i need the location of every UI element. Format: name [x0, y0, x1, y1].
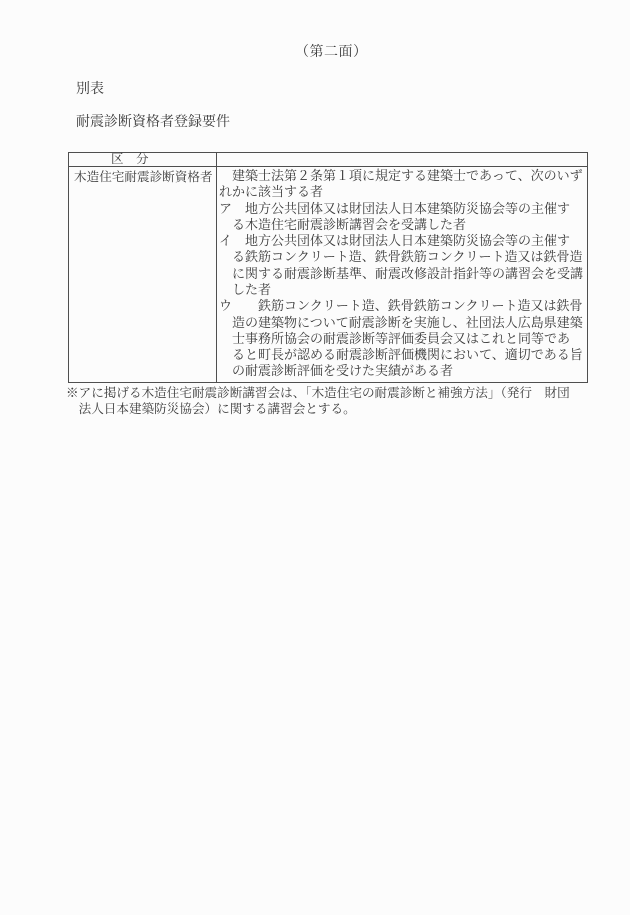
- table-row: [69, 167, 587, 382]
- text-line: の耐震診断評価を受けた実績がある者: [219, 363, 454, 379]
- registration-requirements-table: [68, 152, 588, 383]
- text-line: れかに該当する者: [219, 184, 324, 200]
- text-line: る木造住宅耐震診断講習会を受講した者: [219, 216, 467, 232]
- page-face-label: （第二面）: [295, 45, 368, 60]
- column-header-requirements: [217, 153, 587, 166]
- text-line: ウ 鉄筋コンクリート造、鉄骨鉄筋コンクリート造又は鉄骨: [219, 298, 583, 314]
- text-line: 造の建築物について耐震診断を実施し、社団法人広島県建築: [219, 314, 583, 330]
- text-line: ると町長が認める耐震診断評価機関において、適切である旨: [219, 347, 583, 363]
- text-line: 法人日本建築防災協会）に関する講習会とする。: [66, 401, 356, 416]
- requirements-cell: [217, 167, 587, 382]
- text-line: した者: [219, 281, 272, 297]
- text-line: イ 地方公共団体又は財団法人日本建築防災協会等の主催す: [219, 233, 571, 249]
- text-line: ※アに掲げる木造住宅耐震診断講習会は、「木造住宅の耐震診断と補強方法」（発行 財団: [66, 386, 570, 400]
- text-line: 士事務所協会の耐震診断等評価委員会又はこれと同等であ: [219, 330, 571, 346]
- table-header-row: [69, 153, 587, 167]
- column-header-category: 区 分: [69, 153, 217, 166]
- category-cell: 木造住宅耐震診断資格者: [69, 167, 217, 382]
- text-line: ア 地方公共団体又は財団法人日本建築防災協会等の主催す: [219, 200, 571, 216]
- text-line: 建築士法第２条第１項に規定する建築士であって、次のいず: [219, 168, 583, 183]
- document-title: 耐震診断資格者登録要件: [76, 115, 230, 130]
- text-line: る鉄筋コンクリート造、鉄骨鉄筋コンクリート造又は鉄骨造: [219, 249, 583, 265]
- text-line: に関する耐震診断基準、耐震改修設計指針等の講習会を受講: [219, 265, 584, 281]
- appendix-label: 別表: [76, 82, 104, 97]
- footnote: [66, 386, 570, 418]
